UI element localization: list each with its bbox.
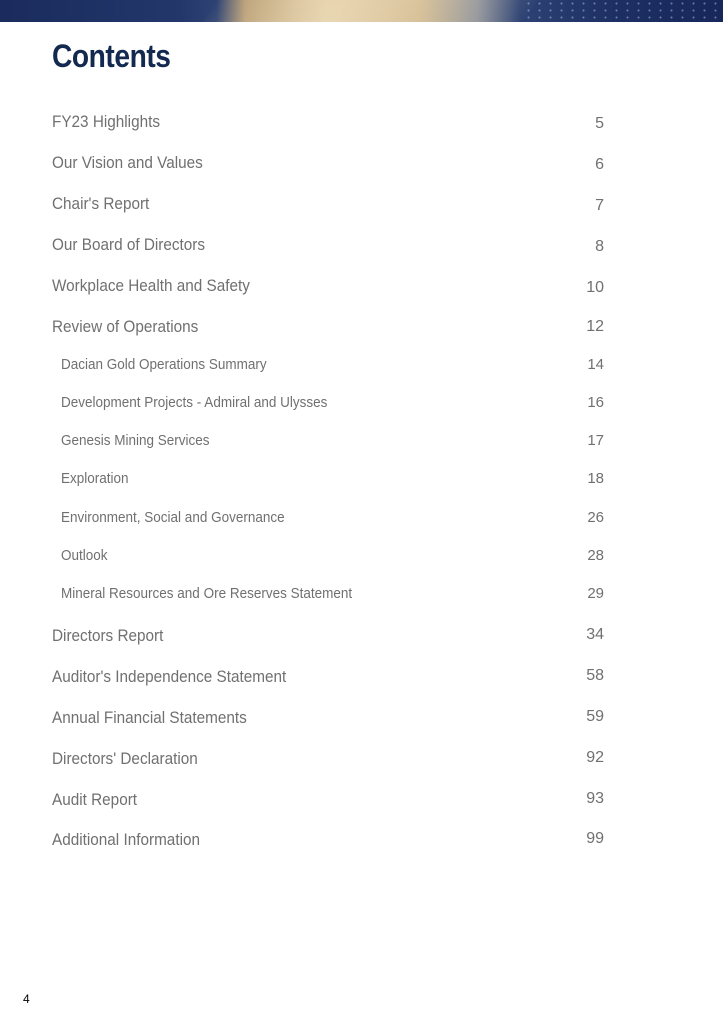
toc-entry-label: Directors' Declaration	[52, 749, 198, 768]
toc-subentry-page: 26	[587, 509, 604, 526]
toc-subentry-page: 16	[587, 394, 604, 411]
toc-subentry[interactable]	[0, 432, 723, 462]
toc-entry[interactable]	[0, 667, 723, 697]
toc-entry-page: 92	[586, 749, 604, 766]
toc-subentry[interactable]	[0, 509, 723, 539]
toc-entry[interactable]	[0, 626, 723, 656]
toc-entry-label: Workplace Health and Safety	[52, 276, 250, 295]
toc-entry[interactable]	[0, 153, 723, 183]
toc-entry-label: Auditor's Independence Statement	[52, 667, 287, 686]
toc-entry-label: Audit Report	[52, 790, 138, 809]
toc-subentry-label: Outlook	[61, 547, 108, 564]
toc-subentry[interactable]	[0, 585, 723, 615]
toc-entry-label: Annual Financial Statements	[52, 708, 247, 727]
toc-subentry-page: 18	[587, 470, 604, 487]
toc-subentry-label: Development Projects - Admiral and Ulysses	[61, 394, 328, 411]
toc-entry-page: 93	[586, 790, 604, 807]
page-number: 4	[23, 992, 30, 1006]
toc-entry-label: Review of Operations	[52, 317, 199, 336]
toc-entry-page: 99	[586, 830, 604, 847]
toc-entry-page: 8	[595, 238, 604, 255]
toc-entry[interactable]	[0, 276, 723, 306]
toc-entry-page: 10	[586, 279, 604, 296]
toc-entry-label: FY23 Highlights	[52, 112, 161, 131]
toc-subentry-label: Genesis Mining Services	[61, 432, 210, 449]
toc-subentry-label: Mineral Resources and Ore Reserves Statement	[61, 585, 353, 602]
toc-entry-page: 12	[586, 318, 604, 335]
toc-subentry[interactable]	[0, 356, 723, 386]
toc-entry[interactable]	[0, 194, 723, 224]
toc-entry-label: Our Board of Directors	[52, 235, 206, 254]
toc-entry[interactable]	[0, 708, 723, 738]
toc-subentry-page: 28	[587, 547, 604, 564]
toc-entry-page: 7	[595, 197, 604, 214]
toc-subentry-page: 14	[587, 356, 604, 373]
toc-entry[interactable]	[0, 790, 723, 820]
header-banner-image	[0, 0, 723, 22]
toc-subentry-page: 29	[587, 585, 604, 602]
toc-entry-page: 6	[595, 156, 604, 173]
page-title: Contents	[52, 38, 171, 74]
toc-entry[interactable]	[0, 317, 723, 347]
toc-entry-label: Our Vision and Values	[52, 153, 203, 172]
toc-entry-page: 58	[586, 667, 604, 684]
toc-entry[interactable]	[0, 749, 723, 779]
toc-subentry-label: Environment, Social and Governance	[61, 509, 285, 526]
toc-subentry-page: 17	[587, 432, 604, 449]
toc-entry-label: Additional Information	[52, 830, 200, 849]
banner-gold-streak	[195, 0, 546, 22]
toc-entry-page: 34	[586, 626, 604, 643]
toc-subentry[interactable]	[0, 547, 723, 577]
toc-entry-label: Chair's Report	[52, 194, 150, 213]
toc-entry[interactable]	[0, 235, 723, 265]
toc-entry-label: Directors Report	[52, 626, 164, 645]
toc-subentry-label: Dacian Gold Operations Summary	[61, 356, 267, 373]
banner-starfield	[523, 0, 723, 22]
toc-entry[interactable]	[0, 830, 723, 860]
toc-subentry-label: Exploration	[61, 470, 129, 487]
toc-entry-page: 5	[595, 115, 604, 132]
toc-entry-page: 59	[586, 708, 604, 725]
toc-subentry[interactable]	[0, 470, 723, 500]
toc-subentry[interactable]	[0, 394, 723, 424]
toc-entry[interactable]	[0, 112, 723, 142]
